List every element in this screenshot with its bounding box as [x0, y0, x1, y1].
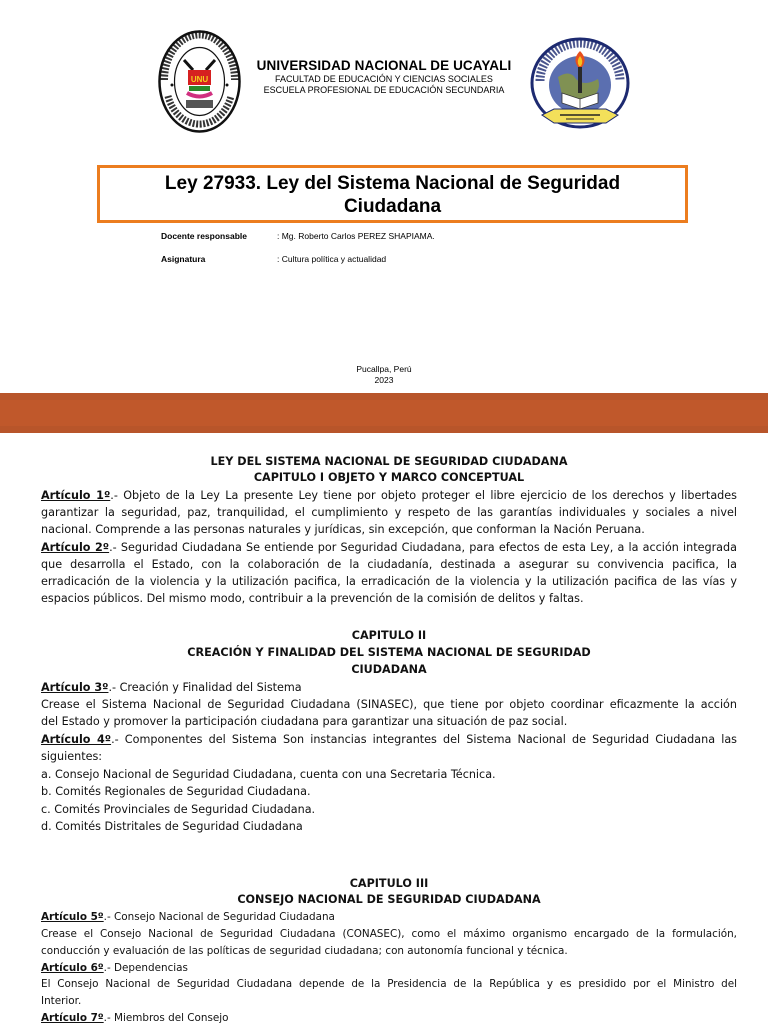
list-item-a: a. Consejo Nacional de Seguridad Ciudadana, cuenta con una Secretaria Técnica.: [41, 768, 496, 781]
institution-header: [246, 58, 522, 95]
university-seal-logo: [158, 30, 241, 133]
law-heading: LEY DEL SISTEMA NACIONAL DE SEGURIDAD CIUDADANA: [210, 455, 568, 468]
chapter-1-heading: CAPITULO I OBJETO Y MARCO CONCEPTUAL: [253, 471, 525, 484]
chapter-2-number: CAPITULO II: [351, 629, 427, 642]
page-divider-band: [0, 393, 768, 433]
logo-badge-text: UNU: [190, 75, 209, 84]
subject-label: Asignatura: [161, 254, 206, 264]
chapter-2-title-1: CREACIÓN Y FINALIDAD DEL SISTEMA NACIONAL DE SEGURIDAD: [187, 646, 591, 659]
article-1-text: .- Objeto de la Ley La presente Ley tiene por objeto proteger el libre ejercicio de los derechos y libertades: [110, 489, 737, 502]
article-4-line-1: [41, 732, 737, 748]
university-name: UNIVERSIDAD NACIONAL DE UCAYALI: [256, 58, 512, 73]
article-2-text: .- Seguridad Ciudadana Se entiende por Seguridad Ciudadana, para efectos de esta Ley, a la acción integrada: [109, 541, 737, 554]
article-6-line-1: [41, 960, 737, 977]
law-text-page: [0, 433, 768, 1024]
article-2-line-1: [41, 540, 737, 556]
faculty-emblem-logo: [528, 35, 632, 134]
subject-value: : Cultura política y actualidad: [277, 254, 387, 264]
article-4-line-2: siguientes:: [41, 750, 103, 763]
article-1-label: Artículo 1º: [41, 489, 111, 502]
article-5-line-1: [41, 909, 737, 926]
teacher-row: [161, 231, 435, 241]
article-3-line-2: Crease el Sistema Nacional de Seguridad Ciudadana (SINASEC), que tiene por objeto coordinar eficazmente la acción: [41, 698, 737, 711]
article-2-line-3: erradicación de la violencia y la utilización pacifica, la erradicación de la violencia y la utilización pacifica de las vías y: [41, 575, 737, 588]
cover-page: [0, 0, 768, 393]
article-6-text: .- Dependencias: [103, 962, 188, 974]
article-5-text: .- Consejo Nacional de Seguridad Ciudadana: [103, 911, 335, 923]
chapter-3-number: CAPITULO III: [349, 877, 429, 890]
article-3-label: Artículo 3º: [41, 681, 109, 694]
title-line-1: Ley 27933. Ley del Sistema Nacional de Seguridad: [164, 173, 621, 194]
year-text: 2023: [374, 375, 394, 385]
list-item-c: c. Comités Provinciales de Seguridad Ciudadana.: [41, 803, 316, 816]
article-3-line-3: del Estado y promover la participación ciudadana para garantizar una situación de paz social.: [41, 715, 568, 728]
article-6-line-2: El Consejo Nacional de Seguridad Ciudadana depende de la Presidencia de la República y es presidido por el Ministro del: [41, 978, 737, 990]
school-name: ESCUELA PROFESIONAL DE EDUCACIÓN SECUNDARIA: [263, 84, 505, 95]
article-7-text: .- Miembros del Consejo: [103, 1012, 229, 1024]
list-item-d: d. Comités Distritales de Seguridad Ciudadana: [41, 820, 303, 833]
document-title: [100, 172, 685, 218]
article-1-line-1: [41, 488, 737, 504]
title-line-2: Ciudadana: [343, 196, 442, 217]
article-1-line-3: nacional. Comprende a las personas naturales y jurídicas, sin excepción, que conforman la Nación Peruana.: [41, 523, 645, 536]
document-title-box: [97, 165, 688, 223]
article-5-line-3: conducción y evaluación de las políticas de seguridad ciudadana; con autonomía funcional y técnica.: [41, 945, 568, 957]
article-2-line-2: que desarrolla el Estado, con la colaboración de la ciudadanía, destinada a asegurar su convivencia pacifica, la: [41, 558, 737, 571]
article-2-label: Artículo 2º: [41, 541, 110, 554]
article-4-label: Artículo 4º: [41, 733, 112, 746]
teacher-value: : Mg. Roberto Carlos PEREZ SHAPIAMA.: [277, 231, 435, 241]
article-5-line-2: Crease el Consejo Nacional de Seguridad Ciudadana (CONASEC), como el máximo organismo encargado de la formulación,: [41, 928, 737, 940]
article-2-line-4: espacios públicos. Del mismo modo, contribuir a la prevención de la comisión de delitos y faltas.: [41, 592, 584, 605]
teacher-label: Docente responsable: [161, 231, 247, 241]
article-7-line-1: [41, 1010, 737, 1027]
faculty-name: FACULTAD DE EDUCACIÓN Y CIENCIAS SOCIALES: [275, 74, 493, 84]
article-6-label: Artículo 6º: [41, 962, 104, 974]
city-text: Pucallpa, Perú: [356, 364, 412, 374]
article-3-text: .- Creación y Finalidad del Sistema: [108, 681, 302, 694]
article-6-line-3: Interior.: [41, 995, 82, 1007]
article-5-label: Artículo 5º: [41, 911, 104, 923]
article-1-line-2: garantizar la seguridad, paz, tranquilidad, el cumplimiento y respeto de las garantías individuales y sociales a nivel: [41, 506, 737, 519]
article-4-text: .- Componentes del Sistema Son instancias integrantes del Sistema Nacional de Seguridad Ciudadana las: [111, 733, 737, 746]
article-3-line-1: [41, 680, 737, 696]
chapter-3-title: CONSEJO NACIONAL DE SEGURIDAD CIUDADANA: [237, 893, 541, 906]
subject-row: [161, 254, 386, 264]
chapter-2-title-2: CIUDADANA: [351, 663, 427, 676]
article-7-label: Artículo 7º: [41, 1012, 104, 1024]
list-item-b: b. Comités Regionales de Seguridad Ciudadana.: [41, 785, 311, 798]
